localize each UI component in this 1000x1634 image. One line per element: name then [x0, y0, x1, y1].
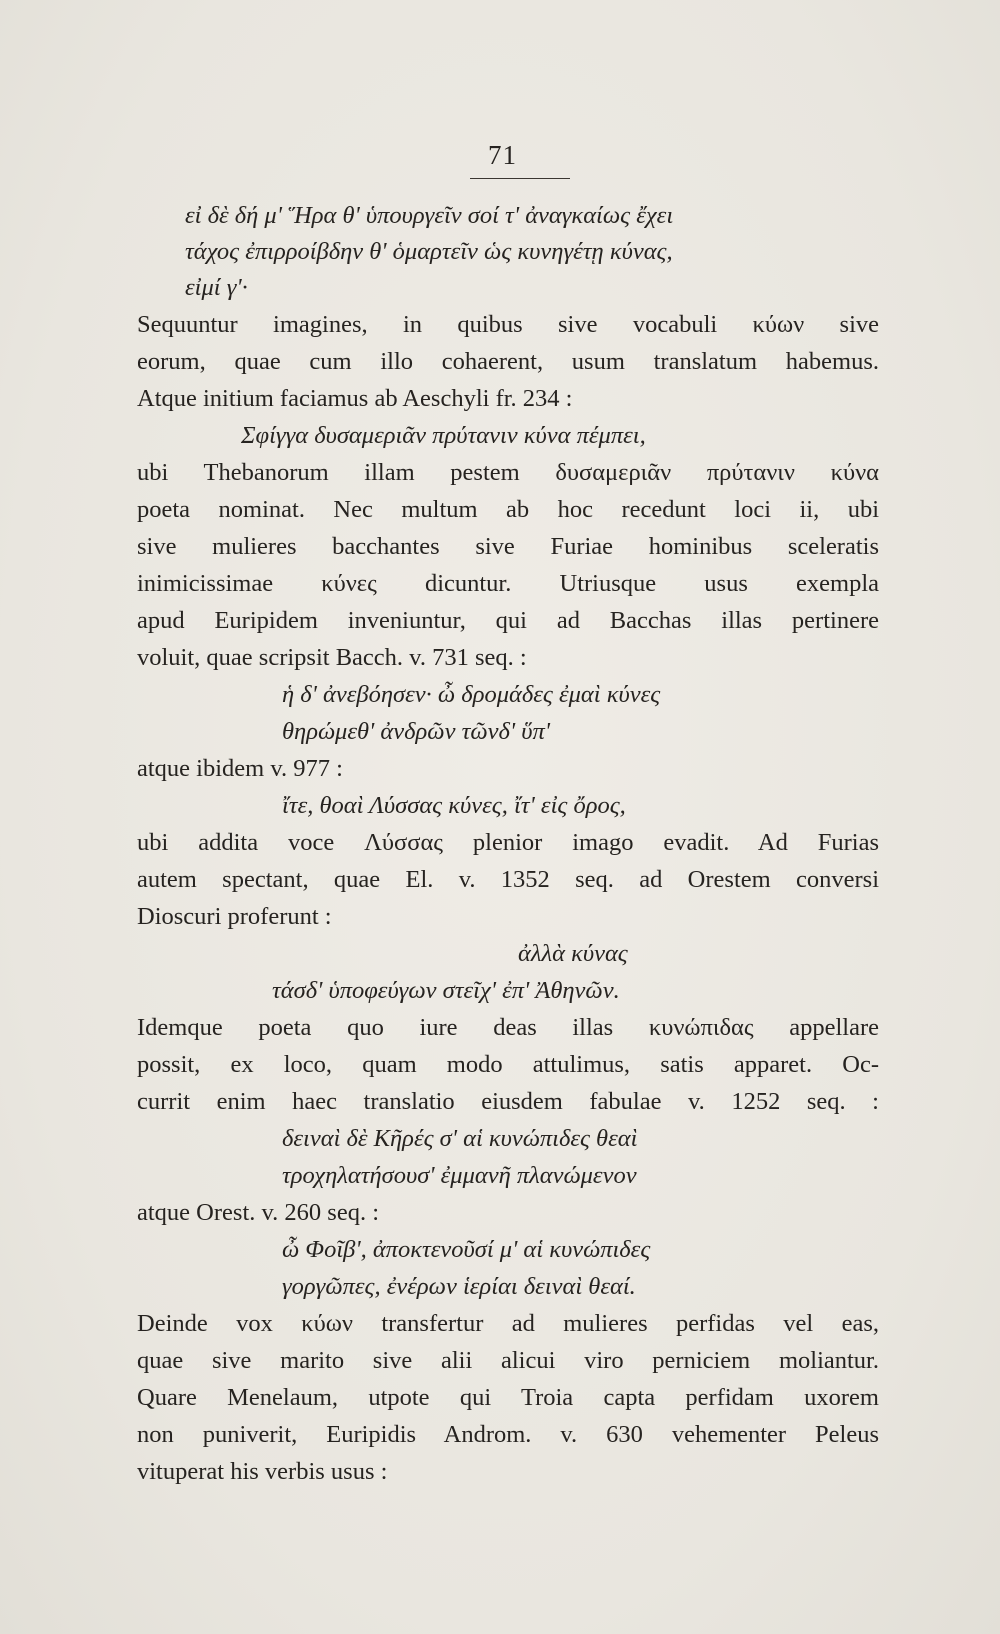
- text-line: possit, ex loco, quam modo attulimus, satis apparet. Oc-: [137, 1051, 879, 1078]
- verse-line: ἡ δ' ἀνεβόησεν· ὦ δρομάδες ἐμαὶ κύνες: [282, 681, 661, 708]
- verse-line: ἀλλὰ κύνας: [518, 940, 628, 967]
- text-line: voluit, quae scripsit Bacch. v. 731 seq. :: [137, 644, 527, 671]
- text-line: ubi addita voce Λύσσας plenior imago evadit. Ad Furias: [137, 829, 879, 856]
- verse-line: ἴτε, θοαὶ Λύσσας κύνες, ἴτ' εἰς ὄρος,: [282, 792, 626, 819]
- text-line: eorum, quae cum illo cohaerent, usum translatum habemus.: [137, 348, 879, 375]
- text-line: Sequuntur imagines, in quibus sive vocabuli κύων sive: [137, 311, 879, 338]
- text-line: Idemque poeta quo iure deas illas κυνώπιδας appellare: [137, 1014, 879, 1041]
- text-line: quae sive marito sive alii alicui viro perniciem moliantur.: [137, 1347, 879, 1374]
- text-line: Dioscuri proferunt :: [137, 903, 332, 930]
- text-line: autem spectant, quae El. v. 1352 seq. ad Orestem conversi: [137, 866, 879, 893]
- verse-line: εἰ δὲ δή μ' Ἥρα θ' ὑπουργεῖν σοί τ' ἀναγκαίως ἔχει: [185, 202, 674, 229]
- header-rule: [470, 178, 570, 179]
- text-line: ubi Thebanorum illam pestem δυσαμεριᾶν πρύτανιν κύνα: [137, 459, 879, 486]
- verse-line: δειναὶ δὲ Κῆρές σ' αἱ κυνώπιδες θεαὶ: [282, 1125, 638, 1152]
- text-line: non puniverit, Euripidis Androm. v. 630 vehementer Peleus: [137, 1421, 879, 1448]
- text-line: Quare Menelaum, utpote qui Troia capta perfidam uxorem: [137, 1384, 879, 1411]
- verse-line: γοργῶπες, ἐνέρων ἱερίαι δειναὶ θεαί.: [282, 1273, 636, 1300]
- text-line: inimicissimae κύνες dicuntur. Utriusque usus exempla: [137, 570, 879, 597]
- verse-line: θηρώμεθ' ἀνδρῶν τῶνδ' ὕπ': [282, 718, 551, 745]
- verse-line: τροχηλατήσουσ' ἐμμανῆ πλανώμενον: [282, 1162, 637, 1189]
- verse-line: τάσδ' ὑποφεύγων στεῖχ' ἐπ' Ἀθηνῶν.: [272, 977, 620, 1004]
- page-number: 71: [488, 140, 517, 170]
- text-line: apud Euripidem inveniuntur, qui ad Bacchas illas pertinere: [137, 607, 879, 634]
- text-line: poeta nominat. Nec multum ab hoc recedunt loci ii, ubi: [137, 496, 879, 523]
- text-line: atque ibidem v. 977 :: [137, 755, 343, 782]
- text-line: vituperat his verbis usus :: [137, 1458, 388, 1485]
- text-line: atque Orest. v. 260 seq. :: [137, 1199, 379, 1226]
- text-line: sive mulieres bacchantes sive Furiae hominibus sceleratis: [137, 533, 879, 560]
- verse-line: εἰμί γ'·: [185, 274, 248, 301]
- text-line: currit enim haec translatio eiusdem fabulae v. 1252 seq. :: [137, 1088, 879, 1115]
- verse-line: τάχος ἐπιρροίβδην θ' ὁμαρτεῖν ὡς κυνηγέτῃ κύνας,: [185, 238, 673, 265]
- text-line: Deinde vox κύων transfertur ad mulieres perfidas vel eas,: [137, 1310, 879, 1337]
- verse-line: Σφίγγα δυσαμεριᾶν πρύτανιν κύνα πέμπει,: [241, 422, 646, 449]
- verse-line: ὦ Φοῖβ', ἀποκτενοῦσί μ' αἱ κυνώπιδες: [282, 1236, 651, 1263]
- text-line: Atque initium faciamus ab Aeschyli fr. 234 :: [137, 385, 573, 412]
